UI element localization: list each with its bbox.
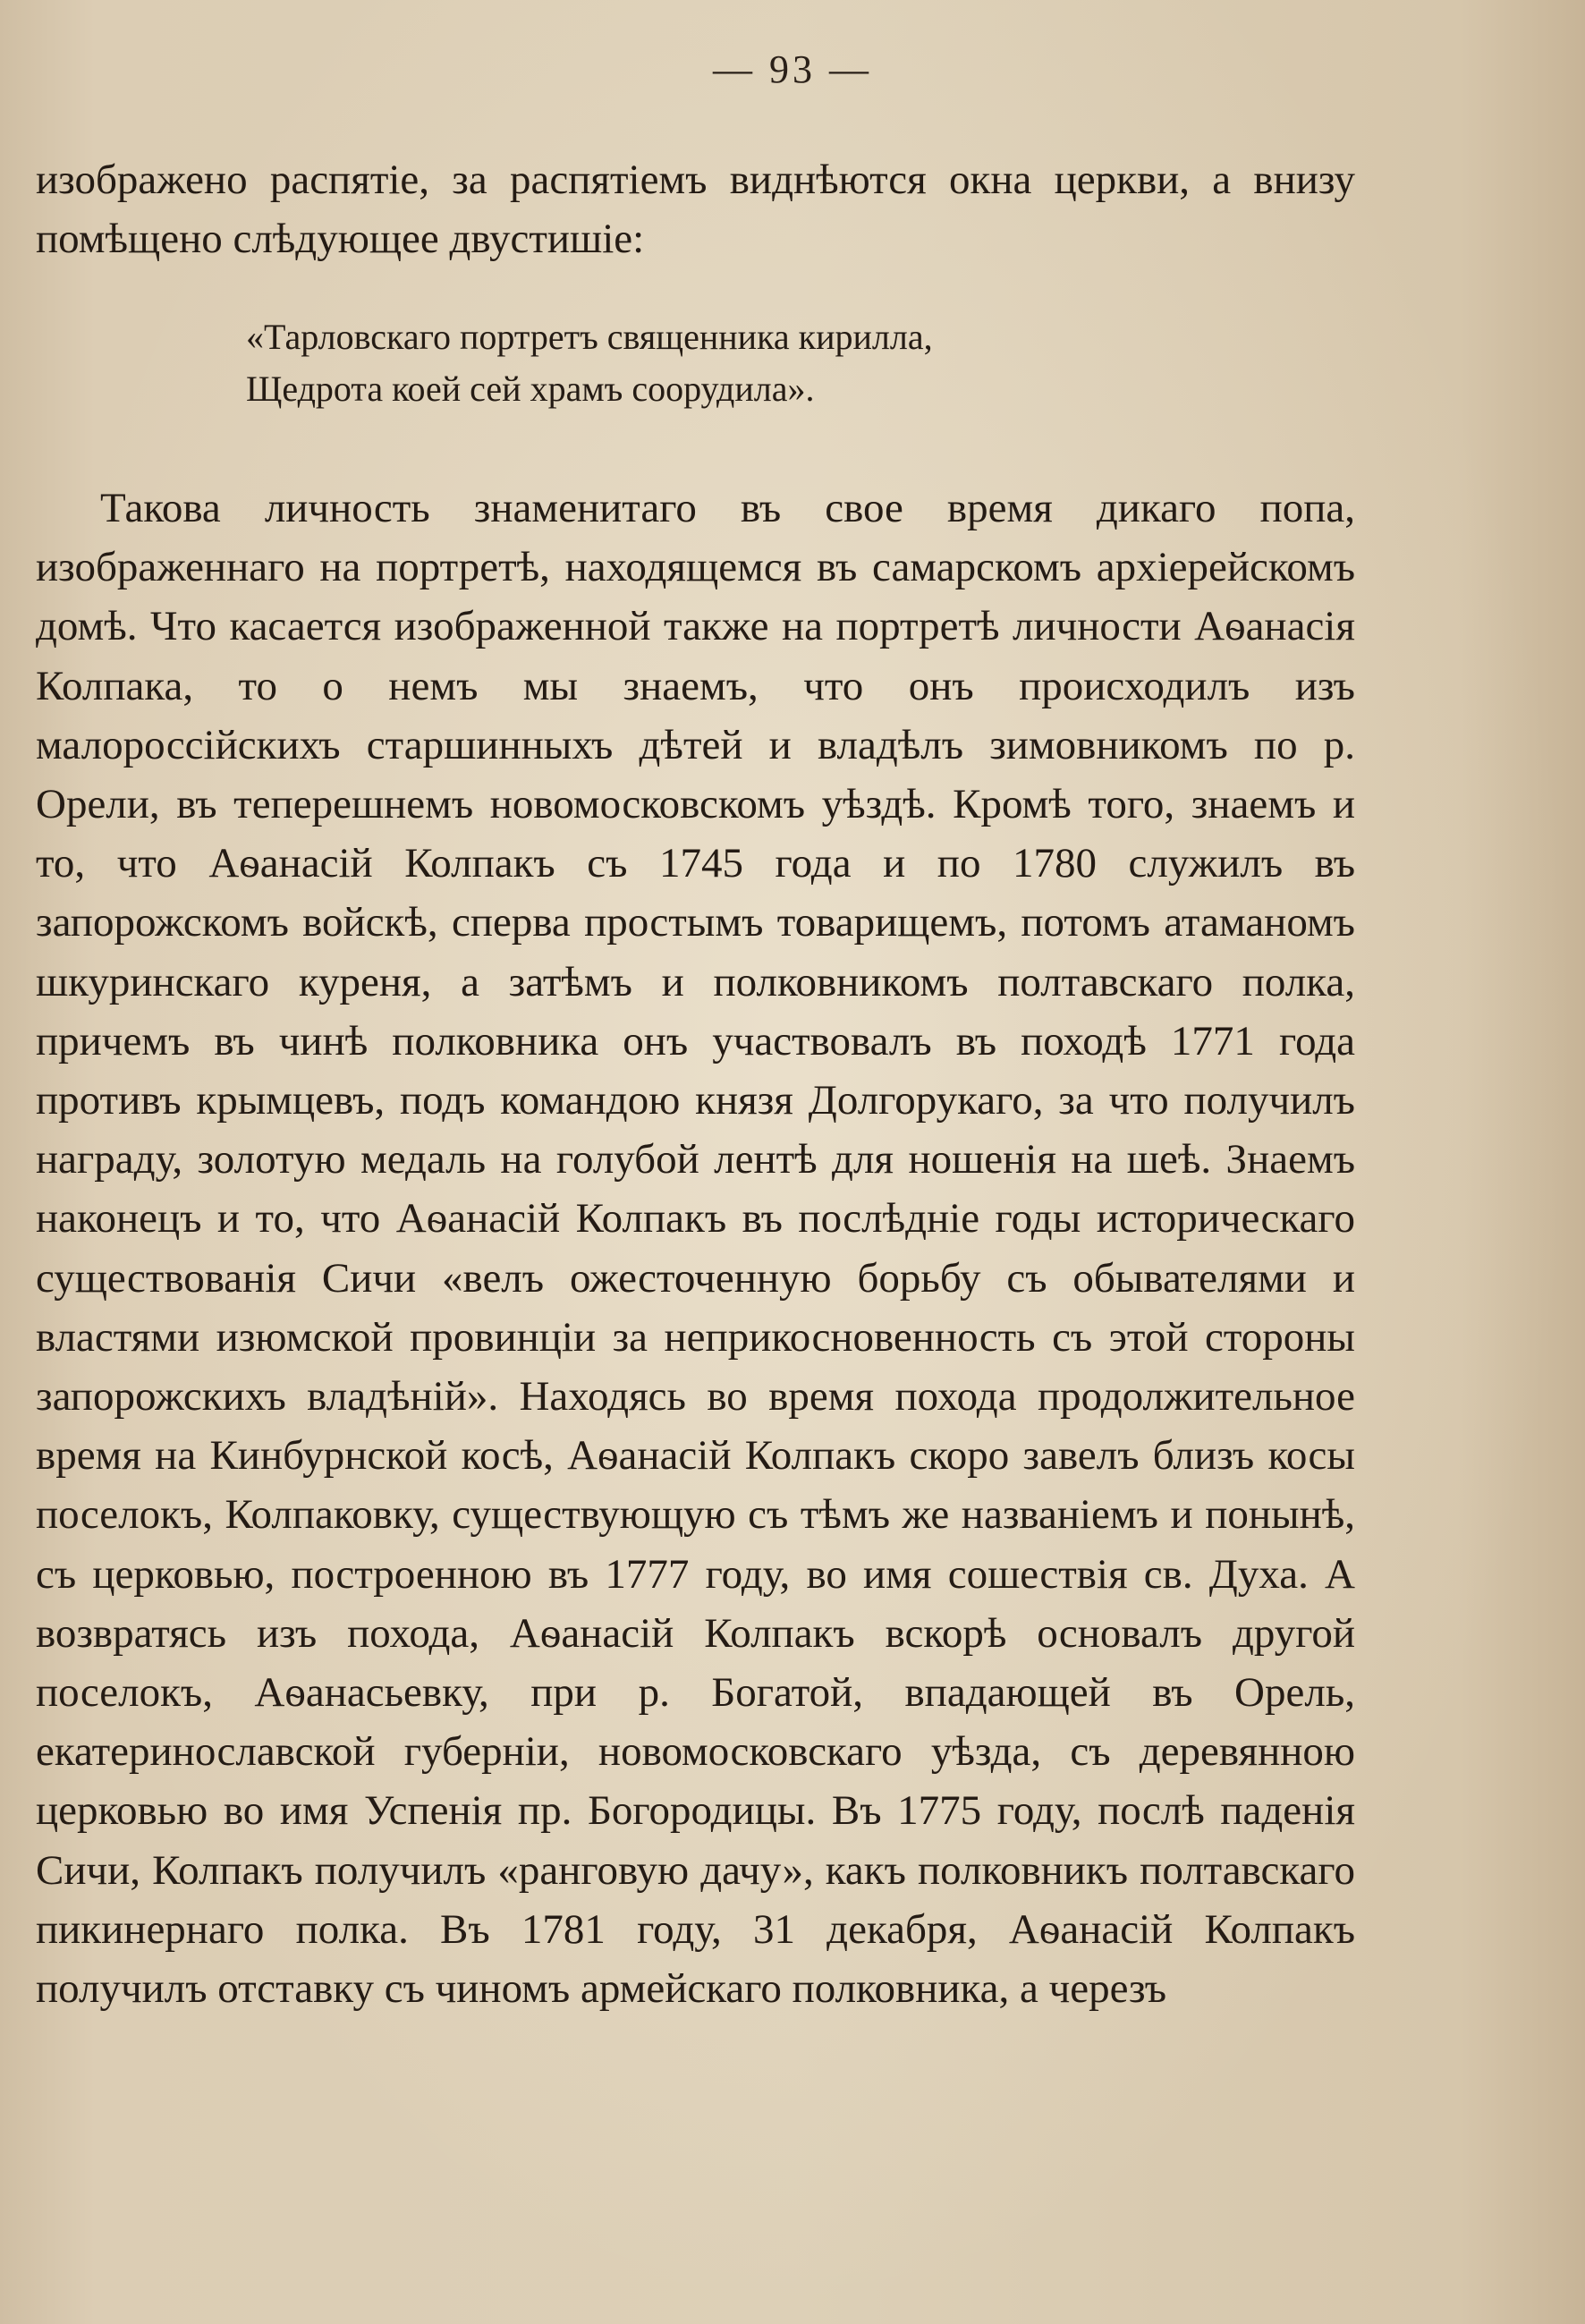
intro-paragraph: изображено распятіе, за распятіемъ виднѣются окна церкви, а внизу помѣщено слѣдующее двустишіе: bbox=[36, 157, 1355, 263]
intro-paragraph-block bbox=[36, 150, 1355, 268]
verse-quote bbox=[246, 311, 1140, 415]
main-text-block bbox=[36, 479, 1355, 2018]
page-number: — 93 — bbox=[713, 47, 872, 91]
verse-line-2: Щедрота коей сей храмъ соорудила». bbox=[246, 369, 815, 409]
verse-line-1: «Тарловскаго портретъ священника кирилла, bbox=[246, 317, 933, 357]
main-paragraph: Такова личность знаменитаго въ свое время дикаго попа, изображеннаго на портретѣ, находящемся въ самарскомъ архіерейскомъ домѣ. Что касается изображенной также на портретѣ личности Аѳанасія Колпака, то о немъ мы знаемъ, что онъ происходилъ изъ малороссійскихъ старшинныхъ дѣтей и владѣлъ зимовникомъ по р. Орели, въ теперешнемъ новомосковскомъ уѣздѣ. Кромѣ того, знаемъ и то, что Аѳанасій Колпакъ съ 1745 года и по 1780 служилъ въ запорожскомъ войскѣ, сперва простымъ товарищемъ, потомъ атаманомъ шкуринскаго куреня, а затѣмъ и полковникомъ полтавскаго полка, причемъ въ чинѣ полковника онъ участвовалъ въ походѣ 1771 года противъ крымцевъ, подъ командою князя Долгорукаго, за что получилъ награду, золотую медаль на голубой лентѣ для ношенія на шеѣ. Знаемъ наконецъ и то, что Аѳанасій Колпакъ въ послѣдніе годы историческаго существованія Сичи «велъ ожесточенную борьбу съ обывателями и властями изюмской провинціи за неприкосновенность съ этой стороны запорожскихъ владѣній». Находясь во время похода продолжительное время на Кинбурнской косѣ, Аѳанасій Колпакъ скоро завелъ близъ косы поселокъ, Колпаковку, существующую съ тѣмъ же названіемъ и понынѣ, съ церковью, построенною въ 1777 году, во имя сошествія св. Духа. А возвратясь изъ похода, Аѳанасій Колпакъ вскорѣ основалъ другой поселокъ, Аѳанасьевку, при р. Богатой, впадающей въ Орель, екатеринославской губерніи, новомосковскаго уѣзда, съ деревянною церковью во имя Успенія пр. Богородицы. Въ 1775 году, послѣ паденія Сичи, Колпакъ получилъ «ранговую дачу», какъ полковникъ полтавскаго пикинернаго полка. Въ 1781 году, 31 декабря, Аѳанасій Колпакъ получилъ отставку съ чиномъ армейскаго полковника, а черезъ bbox=[36, 485, 1355, 2013]
